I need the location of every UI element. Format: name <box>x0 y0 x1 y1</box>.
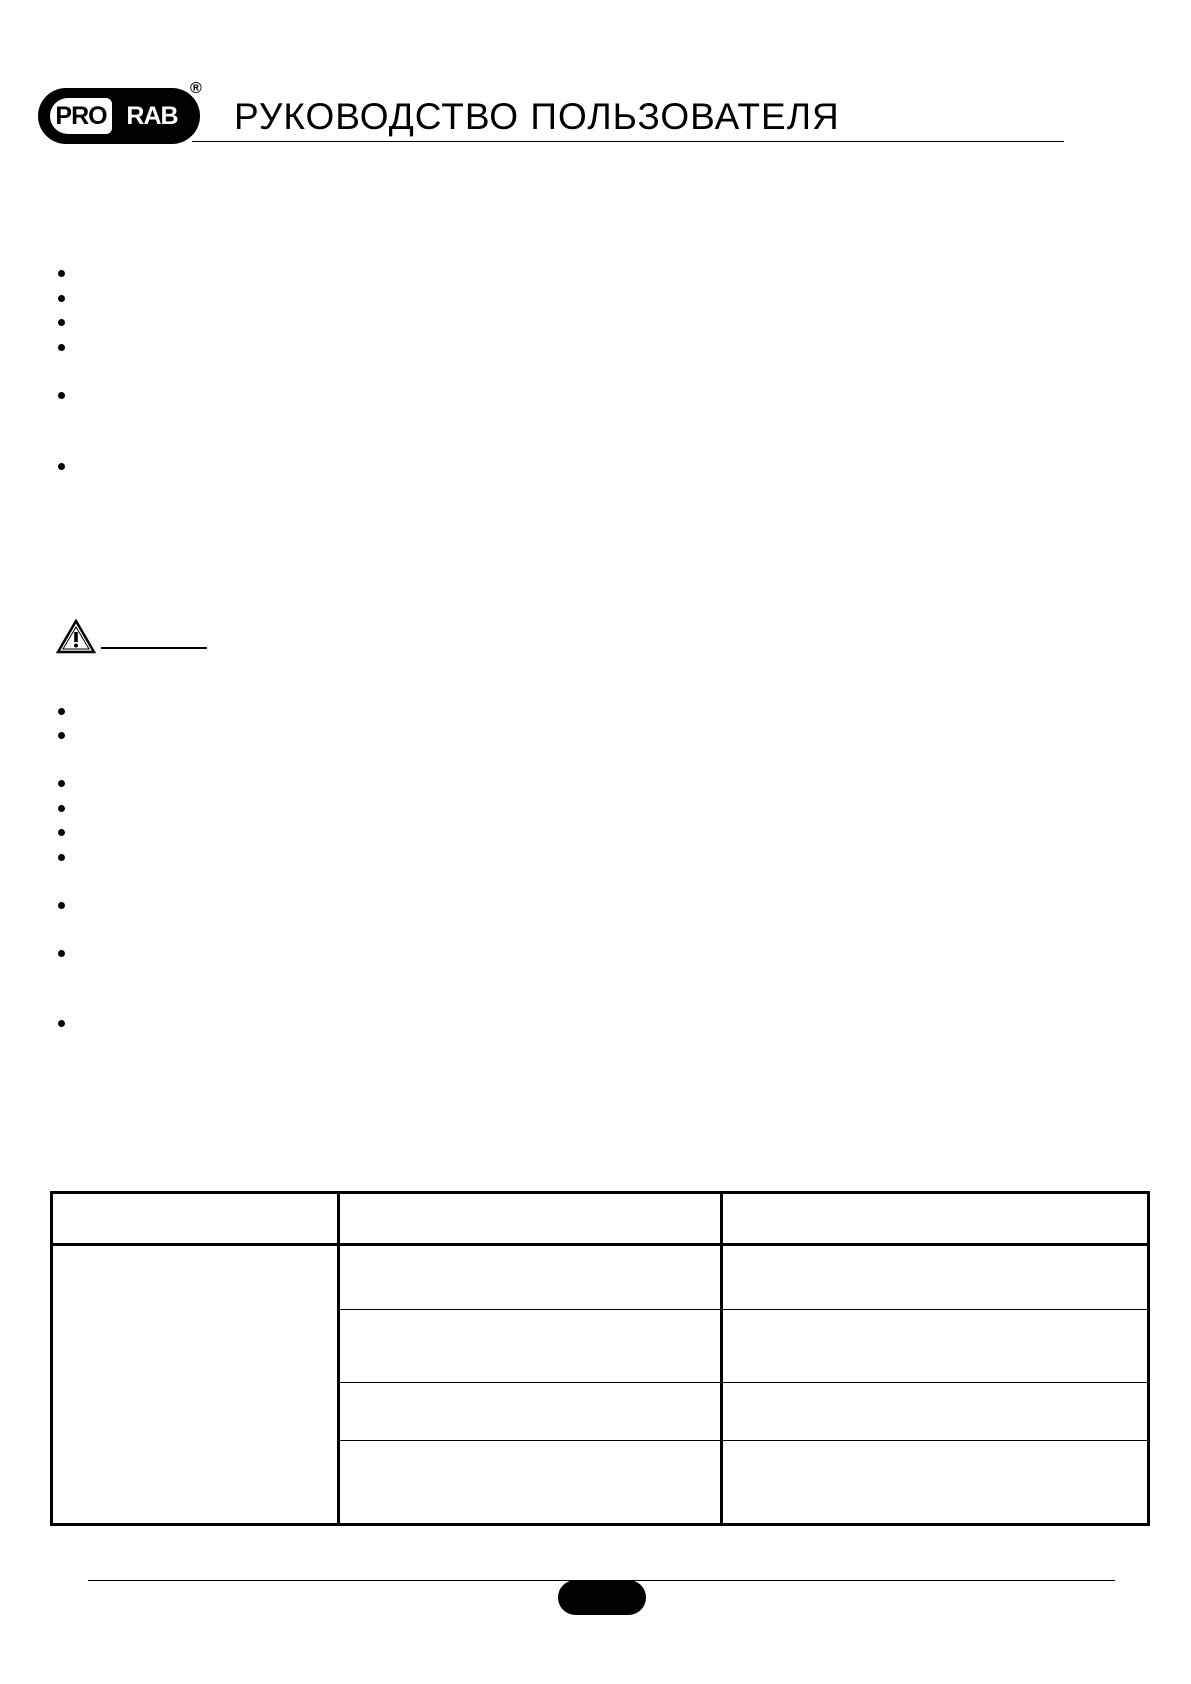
list-bullet <box>58 854 65 861</box>
specs-table <box>50 1191 1150 1526</box>
page-number-badge <box>558 1580 646 1615</box>
page-header-title: РУКОВОДСТВО ПОЛЬЗОВАТЕЛЯ <box>234 96 840 137</box>
list-bullet <box>58 295 65 302</box>
list-bullet <box>58 270 65 277</box>
list-bullet <box>58 780 65 787</box>
list-bullet <box>58 319 65 326</box>
header-divider <box>192 141 1064 142</box>
logo-rab-text: RAB <box>126 102 178 130</box>
list-bullet <box>58 950 65 957</box>
table-header-divider <box>53 1243 1147 1246</box>
list-bullet <box>58 463 65 470</box>
list-bullet <box>58 732 65 739</box>
warning-triangle-icon <box>56 619 96 654</box>
list-bullet <box>58 805 65 812</box>
logo-pro-text: PRO <box>50 98 112 134</box>
list-bullet <box>58 708 65 715</box>
warning-heading-underline <box>101 647 207 649</box>
list-bullet <box>58 902 65 909</box>
list-bullet <box>58 829 65 836</box>
table-row-divider <box>340 1382 1147 1383</box>
list-bullet <box>58 392 65 399</box>
brand-logo <box>38 88 200 144</box>
list-bullet <box>58 344 65 351</box>
table-row-divider <box>340 1440 1147 1441</box>
list-bullet <box>58 1020 65 1027</box>
registered-mark: ® <box>190 80 202 97</box>
table-row-divider <box>340 1309 1147 1310</box>
